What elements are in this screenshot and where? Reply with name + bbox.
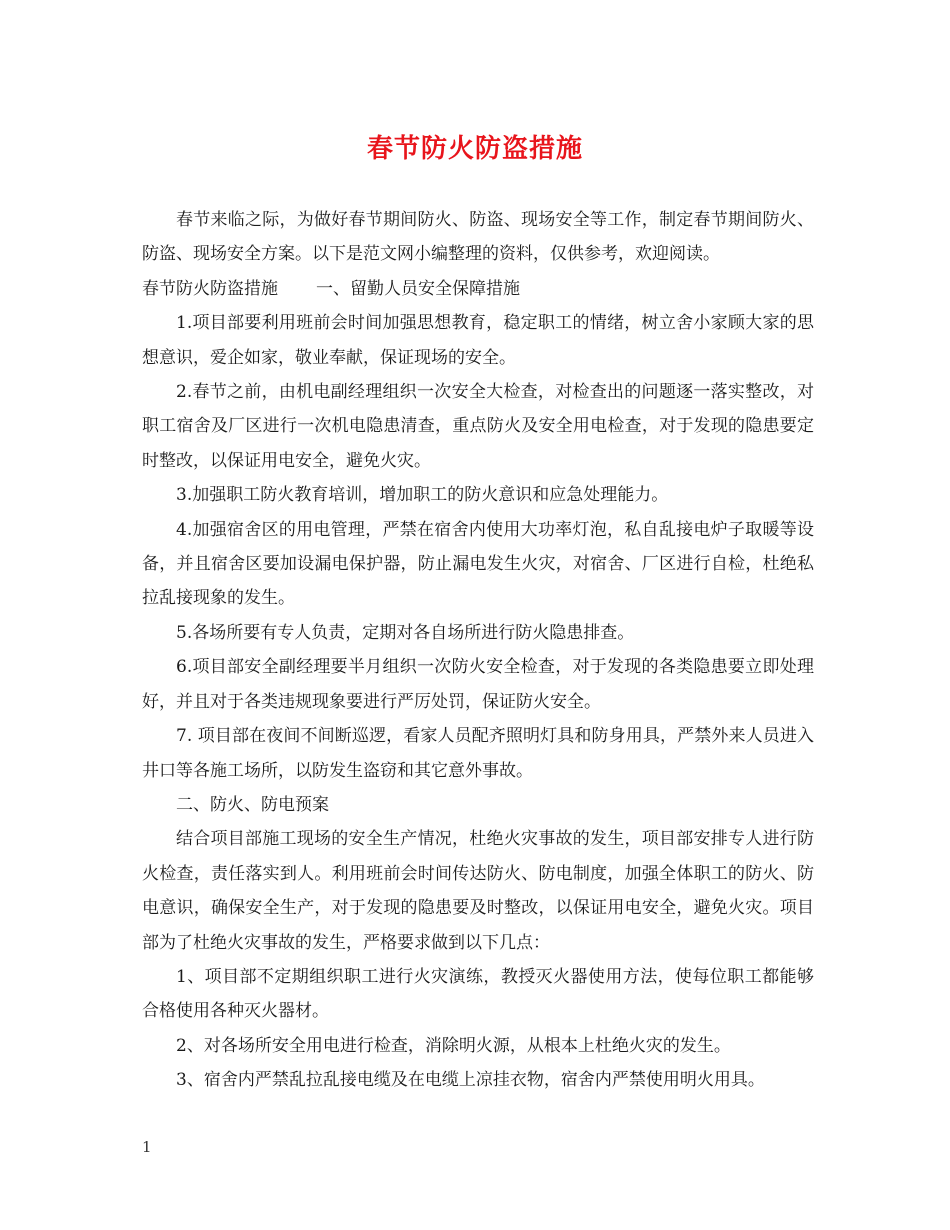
heading-line-right: 一、留勤人员安全保障措施 [316, 278, 520, 299]
section2-heading: 二、防火、防电预案 [176, 794, 329, 815]
list-item: 3.加强职工防火教育培训，增加职工的防火意识和应急处理能力。 [176, 485, 669, 506]
list-item: 2.春节之前，由机电副经理组织一次安全大检查，对检查出的问题逐一落实整改，对职工宿舍及厂区进行一次机电隐患清查，重点防火及安全用电检查，对于发现的隐患要定时整改，以保证用电安全，避免火灾。 [142, 382, 814, 471]
heading-line-left: 春节防火防盗措施 [142, 278, 278, 299]
document-title: 春节防火防盗措施 [366, 134, 583, 164]
list-item: 1.项目部要利用班前会时间加强思想教育，稳定职工的情绪，树立舍小家顾大家的思想意识，爱企如家，敬业奉献，保证现场的安全。 [142, 313, 814, 368]
heading-line [142, 272, 814, 306]
list-item: 4.加强宿舍区的用电管理，严禁在宿舍内使用大功率灯泡，私自乱接电炉子取暖等设备，并且宿舍区要加设漏电保护器，防止漏电发生火灾，对宿舍、厂区进行自检，杜绝私拉乱接现象的发生。 [142, 519, 814, 609]
list-item: 7. 项目部在夜间不间断巡逻，看家人员配齐照明灯具和防身用具，严禁外来人员进入井口等各施工场所，以防发生盗窃和其它意外事故。 [142, 726, 814, 781]
intro-paragraph: 春节来临之际，为做好春节期间防火、防盗、现场安全等工作，制定春节期间防火、防盗、现场安全方案。以下是范文网小编整理的资料，仅供参考，欢迎阅读。 [142, 210, 814, 265]
list-item: 6.项目部安全副经理要半月组织一次防火安全检查，对于发现的各类隐患要立即处理好，并且对于各类违规现象要进行严厉处罚，保证防火安全。 [142, 657, 814, 712]
list-item: 1、项目部不定期组织职工进行火灾演练，教授灭火器使用方法，使每位职工都能够合格使用各种灭火器材。 [142, 966, 814, 1022]
list-item: 5.各场所要有专人负责，定期对各自场所进行防火隐患排查。 [176, 622, 635, 643]
page-number: 1 [142, 1138, 152, 1156]
document-body [142, 203, 814, 1098]
list-item: 3、宿舍内严禁乱拉乱接电缆及在电缆上凉挂衣物，宿舍内严禁使用明火用具。 [176, 1070, 765, 1091]
list-item: 2、对各场所安全用电进行检查，消除明火源，从根本上杜绝火灾的发生。 [176, 1035, 731, 1056]
section2-intro: 结合项目部施工现场的安全生产情况，杜绝火灾事故的发生，项目部安排专人进行防火检查，责任落实到人。利用班前会时间传达防火、防电制度，加强全体职工的防火、防电意识，确保安全生产，对于发现的隐患要及时整改，以保证用电安全，避免火灾。项目部为了杜绝火灾事故的发生，严格要求做到以下几点： [142, 829, 814, 953]
